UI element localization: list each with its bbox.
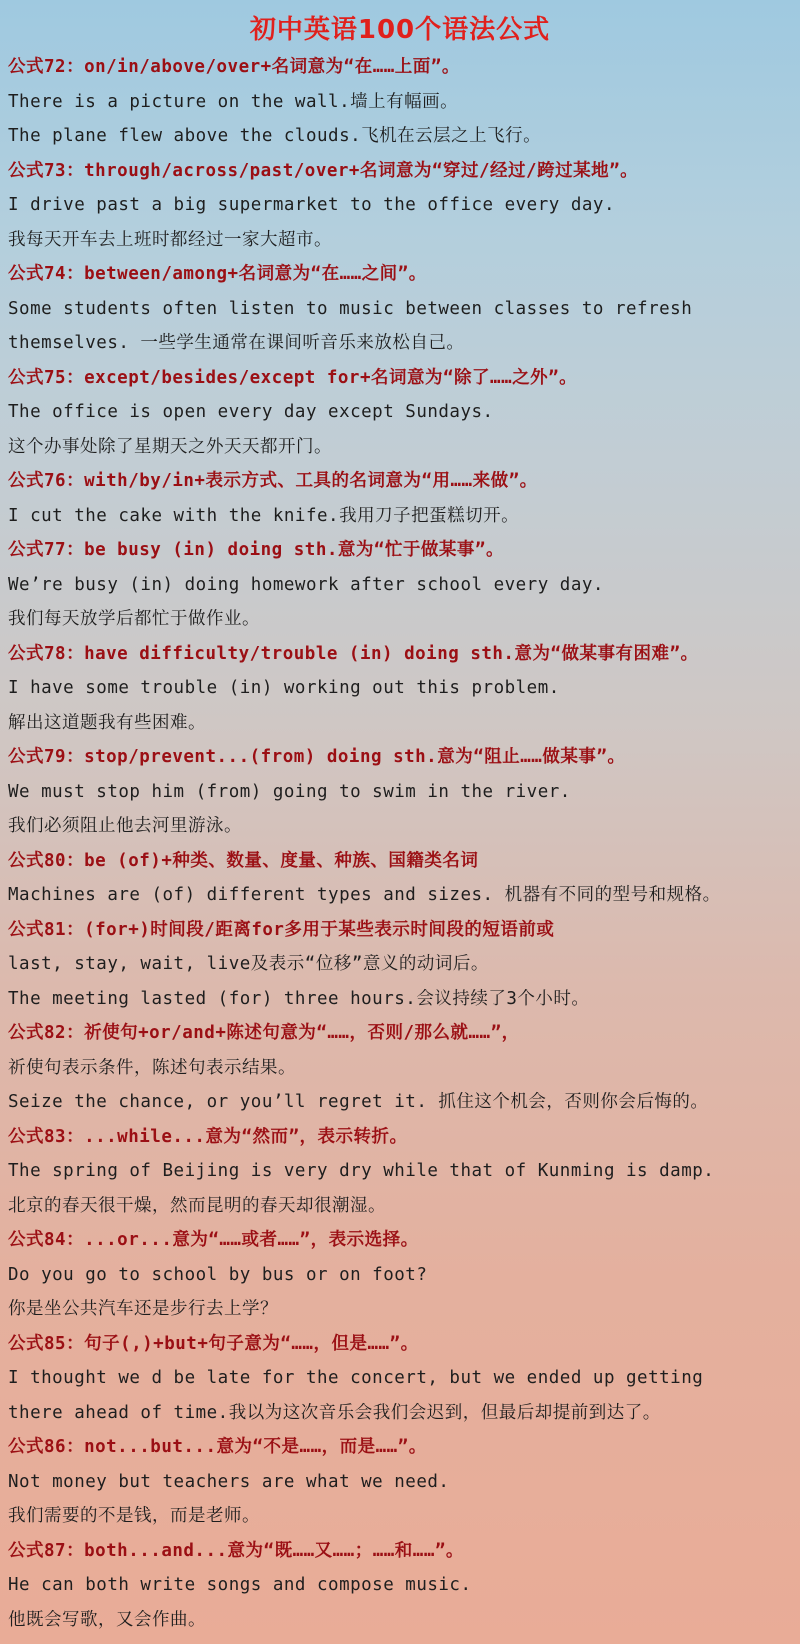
formula-heading: 公式79：stop/prevent...(from) doing sth.意为“阻止……做某事”。: [8, 747, 626, 767]
example-text: last, stay, wait, live及表示“位移”意义的动词后。: [8, 954, 489, 974]
example-text: Machines are (of) different types and sizes. 机器有不同的型号和规格。: [8, 885, 721, 905]
example-text: 他既会写歌，又会作曲。: [8, 1609, 206, 1630]
example-text: there ahead of time.我以为这次音乐会我们会迟到，但最后却提前到达了。: [8, 1402, 661, 1423]
example-text: 祈使句表示条件，陈述句表示结果。: [8, 1057, 296, 1078]
formula-heading: 公式76：with/by/in+表示方式、工具的名词意为“用……来做”。: [8, 471, 538, 491]
formula-heading: 公式87：both...and...意为“既……又……；……和……”。: [8, 1540, 464, 1561]
formula-heading: 公式86：not...but...意为“不是……，而是……”。: [8, 1437, 427, 1457]
example-text: I drive past a big supermarket to the office every day.: [8, 195, 615, 215]
formula-heading: 公式73：through/across/past/over+名词意为“穿过/经过/跨过某地”。: [8, 160, 639, 181]
example-text: 解出这道题我有些困难。: [8, 712, 206, 733]
example-text: I cut the cake with the knife.我用刀子把蛋糕切开。: [8, 505, 520, 526]
formula-heading: 公式72：on/in/above/over+名词意为“在……上面”。: [8, 57, 460, 77]
formula-heading: 公式78：have difficulty/trouble (in) doing sth.意为“做某事有困难”。: [8, 643, 699, 664]
formula-heading: 公式85：句子(,)+but+句子意为“……，但是……”。: [8, 1333, 419, 1354]
example-text: The spring of Beijing is very dry while that of Kunming is damp.: [8, 1161, 715, 1181]
formula-heading: 公式84：...or...意为“……或者……”，表示选择。: [8, 1230, 419, 1250]
example-text: 我们需要的不是钱，而是老师。: [8, 1506, 260, 1526]
example-text: 你是坐公共汽车还是步行去上学？: [8, 1299, 278, 1319]
example-text: 北京的春天很干燥，然而昆明的春天却很潮湿。: [8, 1195, 386, 1216]
example-text: Do you go to school by bus or on foot?: [8, 1264, 428, 1285]
example-text: He can both write songs and compose music.: [8, 1575, 472, 1595]
example-text: 我们必须阻止他去河里游泳。: [8, 816, 242, 836]
example-text: The plane flew above the clouds.飞机在云层之上飞行。: [8, 126, 542, 146]
example-text: I have some trouble (in) working out this problem.: [8, 678, 560, 698]
page-title: 初中英语100个语法公式: [249, 15, 551, 45]
example-text: I thought we d be late for the concert, but we ended up getting: [8, 1368, 704, 1388]
formula-heading: 公式80：be (of)+种类、数量、度量、种族、国籍类名词: [8, 850, 479, 871]
formula-heading: 公式81：(for+)时间段/距离for多用于某些表示时间段的短语前或: [8, 919, 555, 940]
example-text: themselves. 一些学生通常在课间听音乐来放松自己。: [8, 333, 465, 353]
formula-heading: 公式74：between/among+名词意为“在……之间”。: [8, 264, 427, 284]
example-text: Seize the chance, or you’ll regret it. 抓住这个机会，否则你会后悔的。: [8, 1092, 709, 1112]
example-text: 我们每天放学后都忙于做作业。: [8, 609, 260, 629]
example-text: The office is open every day except Sundays.: [8, 402, 494, 422]
example-text: 我每天开车去上班时都经过一家大超市。: [8, 229, 332, 250]
example-text: We must stop him (from) going to swim in the river.: [8, 781, 571, 802]
example-text: 这个办事处除了星期天之外天天都开门。: [8, 436, 332, 457]
formula-heading: 公式82：祈使句+or/and+陈述句意为“……，否则/那么就……”，: [8, 1023, 520, 1043]
formula-heading: 公式77：be busy (in) doing sth.意为“忙于做某事”。: [8, 540, 504, 560]
example-text: Not money but teachers are what we need.: [8, 1471, 450, 1492]
example-text: We’re busy (in) doing homework after school every day.: [8, 574, 604, 595]
formula-heading: 公式83：...while...意为“然而”，表示转折。: [8, 1126, 408, 1147]
formula-heading: 公式75：except/besides/except for+名词意为“除了……之外”。: [8, 367, 578, 388]
example-text: The meeting lasted (for) three hours.会议持续了3个小时。: [8, 988, 590, 1009]
formula-list: [8, 50, 792, 1637]
example-text: Some students often listen to music between classes to refresh: [8, 298, 693, 319]
example-text: There is a picture on the wall.墙上有幅画。: [8, 91, 459, 112]
